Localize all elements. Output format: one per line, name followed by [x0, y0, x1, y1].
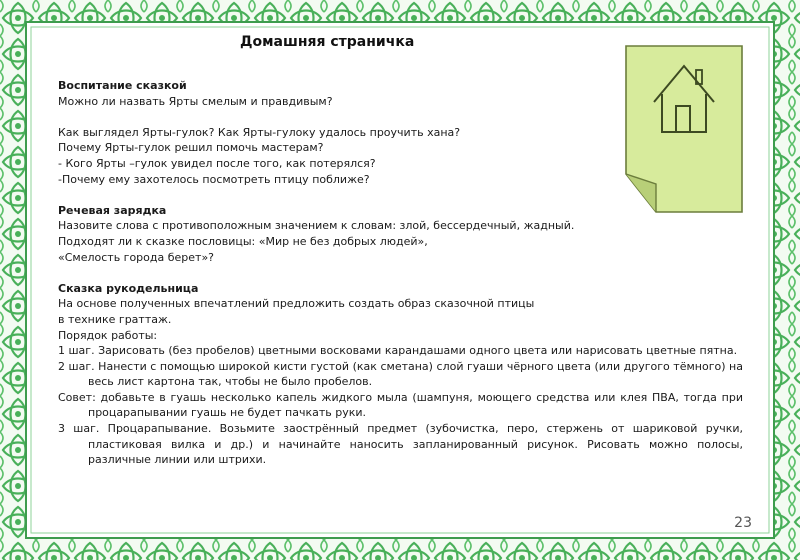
page-number: 23 — [734, 515, 752, 531]
text-line: - Кого Ярты –гулок увидел после того, как потерялся? — [58, 156, 376, 170]
text-line: Почему Ярты-гулок решил помочь мастерам? — [58, 141, 324, 155]
lesson-text — [58, 78, 743, 468]
text-line: -Почему ему захотелось посмотреть птицу поближе? — [58, 172, 370, 186]
spacer — [58, 265, 743, 281]
section-heading: Речевая зарядка — [58, 203, 167, 217]
text-line: «Смелость города берет»? — [58, 250, 215, 264]
section-heading: Воспитание сказкой — [58, 79, 187, 92]
spacer — [58, 187, 743, 203]
text-line: Как выглядел Ярты-гулок? Как Ярты-гулоку удалось проучить хана? — [58, 125, 461, 139]
step-item: Совет: добавьте в гуашь несколько капель жидкого мыла (шампуня, моющего средства или клея ПВА, тогда при процарапывании гуашь не будет пачкать руки. — [58, 390, 743, 420]
text-line: в технике граттаж. — [58, 312, 172, 326]
text-line: Можно ли назвать Ярты смелым и правдивым? — [58, 94, 333, 108]
text-line: Подходят ли к сказке пословицы: «Мир не без добрых людей», — [58, 234, 428, 248]
page-title: Домашняя страничка — [240, 34, 415, 50]
step-item: 2 шаг. Нанести с помощью широкой кисти густой (как сметана) слой гуаши чёрного цвета (или другого тёмного) на весь лист картона так, чтобы не было пробелов. — [58, 359, 743, 389]
text-line: Назовите слова с противоположным значением к словам: злой, бессердечный, жадный. — [58, 219, 575, 233]
spacer — [58, 109, 743, 125]
text-line: На основе полученных впечатлений предложить создать образ сказочной птицы — [58, 297, 535, 311]
step-item: 3 шаг. Процарапывание. Возьмите заострённый предмет (зубочистка, перо, стержень от шариковой ручки, пластиковая вилка и др.) и начинайте наносить запланированный рисунок. Рисовать можно полосы, различные линии или штрихи. — [58, 422, 743, 467]
step-item: 1 шаг. Зарисовать (без пробелов) цветными восковами карандашами одного цвета или нарисовать цветные пятна. — [58, 344, 738, 358]
text-line: Порядок работы: — [58, 328, 158, 342]
section-heading: Сказка рукодельница — [58, 281, 199, 295]
